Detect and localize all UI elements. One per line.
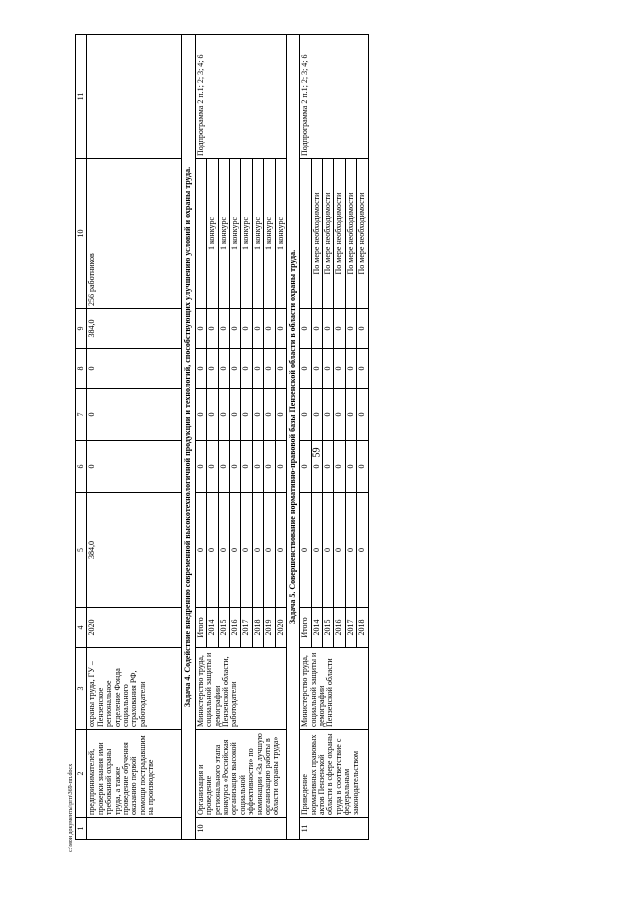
cell-value: 0 bbox=[229, 389, 240, 441]
cell-value: 0 bbox=[334, 349, 345, 389]
cell-value: 0 bbox=[357, 493, 368, 608]
cell-value: 0 bbox=[252, 493, 263, 608]
cell-value: 0 bbox=[334, 493, 345, 608]
cell-value: 0 bbox=[323, 493, 334, 608]
cell-result: По мере необходимости bbox=[357, 159, 368, 309]
cell-value: 0 bbox=[264, 349, 275, 389]
cell-result: 1 конкурс bbox=[241, 159, 252, 309]
cell-value: 0 bbox=[195, 389, 206, 441]
cell-value: 0 bbox=[229, 493, 240, 608]
cell-value: 0 bbox=[345, 493, 356, 608]
cell-value: 0 bbox=[345, 349, 356, 389]
column-number: 8 bbox=[76, 349, 87, 389]
column-number: 9 bbox=[76, 309, 87, 349]
cell-c7: 0 bbox=[87, 389, 182, 441]
cell-value: 0 bbox=[311, 389, 322, 441]
cell-value: 0 bbox=[311, 441, 322, 493]
cell-value: 0 bbox=[357, 349, 368, 389]
cell-result: 1 конкурс bbox=[229, 159, 240, 309]
cell-value: 0 bbox=[229, 309, 240, 349]
cell-year: Итого bbox=[195, 608, 206, 648]
cell-year: 2017 bbox=[241, 608, 252, 648]
cell-executor: Министерство труда, социальной защиты и демографии Пензенской области bbox=[300, 648, 368, 730]
cell-value: 0 bbox=[300, 349, 311, 389]
cell-num: 10 bbox=[195, 818, 286, 840]
task-heading: Задача 5. Совершенствование нормативно-правовой базы Пензенской области в области охраны труда. bbox=[286, 35, 299, 840]
cell-value: 0 bbox=[218, 493, 229, 608]
cell-value: 0 bbox=[207, 441, 218, 493]
cell-value: 0 bbox=[264, 309, 275, 349]
table-row bbox=[87, 35, 182, 840]
cell-value: 0 bbox=[241, 309, 252, 349]
cell-result: По мере необходимости bbox=[345, 159, 356, 309]
cell-activity: Приведение нормативных правовых актов Пензенской области в сфере охраны труда в соответствие с федеральным законодательством bbox=[300, 730, 368, 818]
cell-executor: охраны труда, ГУ – Пензенское региональное отделение Фонда социального страхования РФ, работодатели bbox=[87, 648, 182, 730]
cell-value: 0 bbox=[207, 389, 218, 441]
cell-value: 0 bbox=[300, 441, 311, 493]
cell-value: 0 bbox=[311, 349, 322, 389]
table-row bbox=[195, 35, 206, 840]
cell-value: 0 bbox=[195, 349, 206, 389]
cell-value: 0 bbox=[264, 441, 275, 493]
cell-value: 0 bbox=[252, 441, 263, 493]
cell-value: 0 bbox=[275, 441, 286, 493]
cell-c10: 256 работников bbox=[87, 159, 182, 309]
cell-result: 1 конкурс bbox=[264, 159, 275, 309]
cell-value: 0 bbox=[300, 309, 311, 349]
cell-result: 1 конкурс bbox=[218, 159, 229, 309]
column-number: 6 bbox=[76, 441, 87, 493]
cell-value: 0 bbox=[300, 493, 311, 608]
cell-value: 0 bbox=[195, 493, 206, 608]
cell-value: 0 bbox=[323, 389, 334, 441]
column-number: 10 bbox=[76, 159, 87, 309]
cell-value: 0 bbox=[345, 309, 356, 349]
table-row bbox=[300, 35, 311, 840]
cell-value: 0 bbox=[195, 309, 206, 349]
cell-result bbox=[195, 159, 206, 309]
column-number: 5 bbox=[76, 493, 87, 608]
cell-year: 2016 bbox=[334, 608, 345, 648]
cell-executor: Министерство труда, социальной защиты и демографии Пензенской области, работодатели bbox=[195, 648, 286, 730]
cell-result: По мере необходимости bbox=[311, 159, 322, 309]
footer-path: c:\мои документы\ргп\369-пп.docx bbox=[68, 763, 74, 852]
cell-year: 2015 bbox=[218, 608, 229, 648]
cell-result: 1 конкурс bbox=[275, 159, 286, 309]
cell-value: 0 bbox=[229, 349, 240, 389]
cell-c11 bbox=[87, 35, 182, 159]
cell-year: 2020 bbox=[275, 608, 286, 648]
cell-value: 0 bbox=[311, 493, 322, 608]
cell-value: 0 bbox=[345, 441, 356, 493]
cell-c4: 2020 bbox=[87, 608, 182, 648]
cell-value: 0 bbox=[241, 441, 252, 493]
cell-value: 0 bbox=[241, 389, 252, 441]
column-number: 3 bbox=[76, 648, 87, 730]
cell-value: 0 bbox=[241, 349, 252, 389]
cell-year: 2015 bbox=[323, 608, 334, 648]
cell-c9: 384,0 bbox=[87, 309, 182, 349]
cell-value: 0 bbox=[275, 493, 286, 608]
cell-c8: 0 bbox=[87, 349, 182, 389]
cell-value: 0 bbox=[264, 389, 275, 441]
cell-result: 1 конкурс bbox=[207, 159, 218, 309]
cell-num bbox=[87, 818, 182, 840]
cell-result: 1 конкурс bbox=[252, 159, 263, 309]
cell-activity: Организация и проведение регионального этапа конкурса «Российская организация высокой социальной эффективности» по номинации «За лучшую организацию работы в области охраны труда» bbox=[195, 730, 286, 818]
cell-year: 2016 bbox=[229, 608, 240, 648]
column-number: 7 bbox=[76, 389, 87, 441]
cell-year: 2014 bbox=[311, 608, 322, 648]
cell-value: 0 bbox=[334, 441, 345, 493]
cell-activity: предпринимателей, проверки знания ими требований охраны труда, а также проведение обучения оказанию первой помощи пострадавшим на производстве bbox=[87, 730, 182, 818]
cell-value: 0 bbox=[311, 309, 322, 349]
cell-value: 0 bbox=[357, 441, 368, 493]
cell-value: 0 bbox=[207, 309, 218, 349]
cell-c5: 384,0 bbox=[87, 493, 182, 608]
cell-value: 0 bbox=[252, 349, 263, 389]
program-table bbox=[75, 34, 369, 840]
landscape-page bbox=[75, 35, 595, 840]
task-heading-row bbox=[286, 35, 299, 840]
cell-year: 2019 bbox=[264, 608, 275, 648]
cell-year: 2018 bbox=[252, 608, 263, 648]
cell-value: 0 bbox=[229, 441, 240, 493]
cell-value: 0 bbox=[300, 389, 311, 441]
cell-value: 0 bbox=[218, 441, 229, 493]
cell-value: 0 bbox=[334, 389, 345, 441]
column-number: 1 bbox=[76, 818, 87, 840]
cell-value: 0 bbox=[323, 349, 334, 389]
cell-value: 0 bbox=[357, 309, 368, 349]
cell-num: 11 bbox=[300, 818, 368, 840]
cell-year: 2018 bbox=[357, 608, 368, 648]
cell-result bbox=[300, 159, 311, 309]
cell-c6: 0 bbox=[87, 441, 182, 493]
column-number: 4 bbox=[76, 608, 87, 648]
cell-value: 0 bbox=[195, 441, 206, 493]
cell-result: По мере необходимости bbox=[334, 159, 345, 309]
page-number: 59 bbox=[311, 447, 323, 458]
cell-value: 0 bbox=[207, 493, 218, 608]
cell-reference: Подпрограмма 2 п.1; 2; 3; 4; 6 bbox=[300, 35, 368, 159]
cell-value: 0 bbox=[275, 309, 286, 349]
cell-value: 0 bbox=[357, 389, 368, 441]
cell-reference: Подпрограмма 2 п.1; 2; 3; 4; 6 bbox=[195, 35, 286, 159]
cell-result: По мере необходимости bbox=[323, 159, 334, 309]
cell-value: 0 bbox=[264, 493, 275, 608]
cell-value: 0 bbox=[334, 309, 345, 349]
cell-value: 0 bbox=[252, 389, 263, 441]
cell-value: 0 bbox=[218, 309, 229, 349]
cell-value: 0 bbox=[323, 309, 334, 349]
cell-value: 0 bbox=[275, 389, 286, 441]
task-heading-row bbox=[182, 35, 195, 840]
cell-year: 2014 bbox=[207, 608, 218, 648]
cell-value: 0 bbox=[218, 349, 229, 389]
column-number: 2 bbox=[76, 730, 87, 818]
cell-value: 0 bbox=[275, 349, 286, 389]
cell-year: Итого bbox=[300, 608, 311, 648]
cell-value: 0 bbox=[345, 389, 356, 441]
cell-value: 0 bbox=[218, 389, 229, 441]
cell-value: 0 bbox=[323, 441, 334, 493]
cell-value: 0 bbox=[207, 349, 218, 389]
task-heading: Задача 4. Содействие внедрению современной высокотехнологичной продукции и технологий, способствующих улучшению условий и охраны труда. bbox=[182, 35, 195, 840]
cell-value: 0 bbox=[241, 493, 252, 608]
header-row bbox=[76, 35, 87, 840]
cell-value: 0 bbox=[252, 309, 263, 349]
cell-year: 2017 bbox=[345, 608, 356, 648]
column-number: 11 bbox=[76, 35, 87, 159]
